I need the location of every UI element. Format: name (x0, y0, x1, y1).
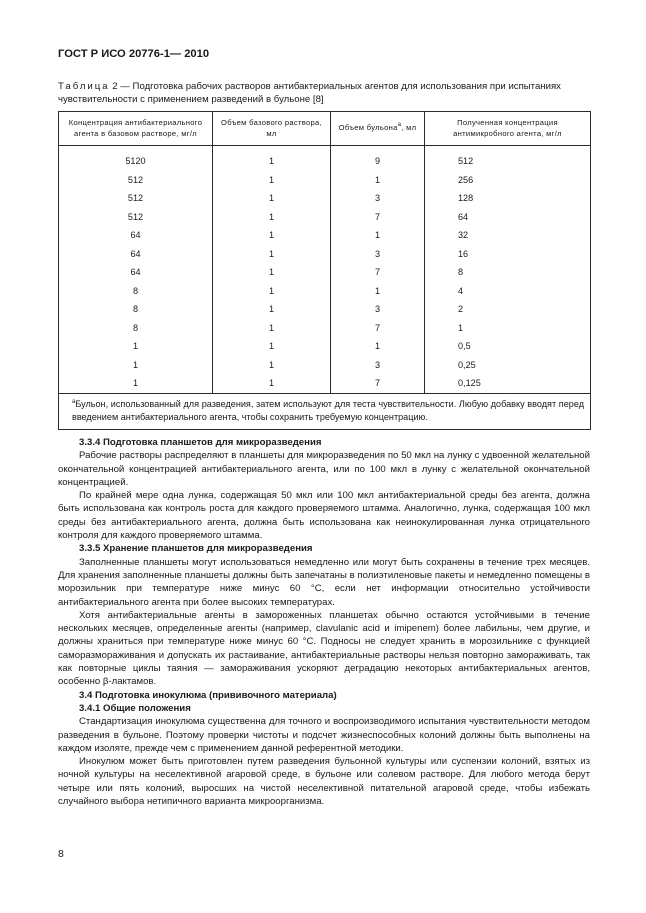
cell-final-concentration: 128 (425, 189, 591, 208)
cell-broth-volume: 7 (331, 374, 425, 393)
table-row (59, 208, 591, 227)
cell-stock-volume: 1 (213, 146, 331, 171)
cell-stock-volume: 1 (213, 319, 331, 338)
cell-stock-concentration: 8 (59, 282, 213, 301)
cell-stock-concentration: 64 (59, 226, 213, 245)
table-row (59, 356, 591, 375)
cell-broth-volume: 9 (331, 146, 425, 171)
cell-final-concentration: 1 (425, 319, 591, 338)
cell-stock-volume: 1 (213, 171, 331, 190)
cell-stock-concentration: 64 (59, 263, 213, 282)
table-row (59, 319, 591, 338)
cell-final-concentration: 0,125 (425, 374, 591, 393)
paragraph: Инокулюм может быть приготовлен путем разведения бульонной культуры или суспензии колоний, взятых из ночной культуры на неселективной агаровой среде, в бульоне или солевом растворе. Для любого метода берут четыре или пять колоний, выросших на чистой неселективной питательной агаровой среде, чтобы избежать случайного выбора нетипичного варианта микроорганизма. (58, 756, 590, 808)
paragraph: Рабочие растворы распределяют в планшеты для микроразведения по 50 мкл на лунку с удвоенной желательной окончательной концентрацией антибактериального агента, или по 100 мкл в лунку с желательной окончательной концентрацией. (58, 450, 590, 488)
paragraph: По крайней мере одна лунка, содержащая 50 мкл или 100 мкл антибактериальной среды без агента, должна быть использована как контроль роста для каждого проверяемого штамма. Аналогично, лунка, содержащая 100 мкл среды без антибактериального агента, должна быть использована как неинокулированная лунка отрицательного контроля для каждого проверяемого штамма. (58, 490, 590, 542)
footnote-marker: а (72, 398, 76, 405)
cell-stock-concentration: 512 (59, 171, 213, 190)
cell-stock-concentration: 64 (59, 245, 213, 264)
cell-stock-volume: 1 (213, 282, 331, 301)
cell-final-concentration: 256 (425, 171, 591, 190)
cell-stock-volume: 1 (213, 374, 331, 393)
cell-broth-volume: 7 (331, 263, 425, 282)
footnote-marker: а (397, 122, 402, 129)
body-text (58, 436, 590, 808)
section-heading: 3.3.4 Подготовка планшетов для микроразведения (79, 437, 322, 448)
cell-stock-volume: 1 (213, 300, 331, 319)
section-heading: 3.3.5 Хранение планшетов для микроразведения (79, 543, 313, 555)
table-footnote (59, 393, 591, 429)
cell-stock-concentration: 1 (59, 337, 213, 356)
dilution-table (58, 111, 591, 430)
paragraph: Стандартизация инокулюма существенна для точного и воспроизводимого испытания чувствительности методом разведения в бульоне. Поэтому проверки чистоты и подсчет жизнеспособных колоний должны быть выполнены на каждом изоляте, прежде чем с применением данной референтной методики. (58, 716, 590, 754)
cell-final-concentration: 0,5 (425, 337, 591, 356)
cell-stock-concentration: 1 (59, 374, 213, 393)
cell-final-concentration: 0,25 (425, 356, 591, 375)
footnote-text: Бульон, использованный для разведения, затем используют для теста чувствительности. Любую добавку вводят перед введением антибактериального агента, чтобы сохранить требуемую концентрацию. (72, 398, 584, 422)
cell-stock-concentration: 512 (59, 189, 213, 208)
cell-stock-concentration: 1 (59, 356, 213, 375)
table-caption (58, 80, 590, 106)
table-row (59, 171, 591, 190)
cell-broth-volume: 1 (331, 226, 425, 245)
cell-stock-volume: 1 (213, 189, 331, 208)
document-header: ГОСТ Р ИСО 20776-1— 2010 (58, 48, 210, 60)
cell-final-concentration: 64 (425, 208, 591, 227)
section-heading: 3.4.1 Общие положения (79, 702, 191, 714)
cell-final-concentration: 512 (425, 146, 591, 171)
cell-final-concentration: 2 (425, 300, 591, 319)
table-row (59, 146, 591, 171)
paragraph: Заполненные планшеты могут использоваться немедленно или могут быть сохранены в течение трех месяцев. Для хранения заполненные планшеты должны быть запечатаны в полиэтиленовые пакеты и немедленно помещены в морозильник при температуре ниже минус 60 °С, если нет информации относительно устойчивости антибактериального агента при более высоких температурах. (58, 556, 590, 608)
cell-stock-volume: 1 (213, 356, 331, 375)
cell-broth-volume: 3 (331, 245, 425, 264)
cell-broth-volume: 3 (331, 356, 425, 375)
table-row (59, 374, 591, 393)
cell-broth-volume: 1 (331, 337, 425, 356)
header-final-concentration: Полученная концентрация антимикробного агента, мг/л (425, 112, 591, 146)
table-row (59, 263, 591, 282)
table-row (59, 226, 591, 245)
table-row (59, 189, 591, 208)
header-broth-volume-label: Объем бульона (338, 123, 398, 133)
cell-stock-concentration: 8 (59, 300, 213, 319)
cell-broth-volume: 3 (331, 189, 425, 208)
header-stock-volume: Объем базового раствора, мл (213, 112, 331, 146)
cell-stock-concentration: 512 (59, 208, 213, 227)
section-heading: 3.4 Подготовка инокулюма (прививочного материала) (79, 689, 337, 701)
cell-stock-concentration: 5120 (59, 146, 213, 171)
cell-stock-volume: 1 (213, 208, 331, 227)
header-broth-volume-unit: , мл (401, 123, 417, 133)
table-footnote-row (59, 393, 591, 429)
cell-broth-volume: 3 (331, 300, 425, 319)
cell-broth-volume: 1 (331, 171, 425, 190)
cell-stock-volume: 1 (213, 263, 331, 282)
table-row (59, 245, 591, 264)
table-row (59, 300, 591, 319)
table-row (59, 282, 591, 301)
cell-stock-volume: 1 (213, 337, 331, 356)
table-header-row (59, 112, 591, 146)
paragraph: Хотя антибактериальные агенты в замороженных планшетах обычно остаются устойчивыми в течение нескольких месяцев, определенные агенты (например, clavulanic acid и imipenem) более лабильны, чем другие, и должны храниться при температуре ниже минус 60 °С. Подносы не следует хранить в морозильнике с функцией саморазмораживания и допускать их растаивание, антибактериальные растворы нельзя повторно замораживать, так как повторные циклы таяния — замораживания ускоряют деградацию некоторых антибактериальных агентов, особенно β-лактамов. (58, 609, 590, 688)
cell-broth-volume: 7 (331, 319, 425, 338)
table-row (59, 337, 591, 356)
cell-broth-volume: 1 (331, 282, 425, 301)
cell-final-concentration: 4 (425, 282, 591, 301)
cell-stock-volume: 1 (213, 226, 331, 245)
cell-final-concentration: 16 (425, 245, 591, 264)
table-caption-label: Таблица (58, 81, 110, 92)
header-broth-volume (331, 112, 425, 146)
cell-broth-volume: 7 (331, 208, 425, 227)
cell-stock-volume: 1 (213, 245, 331, 264)
cell-stock-concentration: 8 (59, 319, 213, 338)
page-number: 8 (58, 848, 64, 860)
cell-final-concentration: 32 (425, 226, 591, 245)
table-caption-text: 2 — Подготовка рабочих растворов антибактериальных агентов для использования при испытаниях чувствительности с применением разведений в бульоне [8] (58, 81, 561, 105)
cell-final-concentration: 8 (425, 263, 591, 282)
header-stock-concentration: Концентрация антибактериального агента в базовом растворе, мг/л (59, 112, 213, 146)
